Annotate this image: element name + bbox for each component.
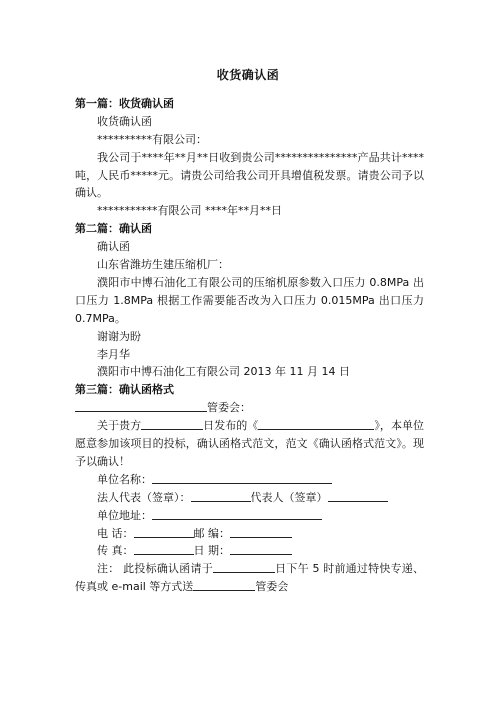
- fax-line: [75, 542, 424, 560]
- address-line: [75, 507, 424, 525]
- part2-addressee: 山东省潍坊生建压缩机厂：: [97, 258, 229, 272]
- agent-blank: [328, 489, 388, 502]
- committee-blank: [75, 399, 207, 412]
- part1-addressee: **********有限公司：: [97, 132, 207, 146]
- note-c: 管委会: [255, 580, 289, 594]
- document-title: 收货确认函: [216, 68, 280, 82]
- agent-label: 代表人（签章）: [250, 490, 328, 504]
- date-blank: [141, 417, 203, 430]
- part3-body: [75, 417, 424, 471]
- phone-label: 电 话：: [97, 526, 134, 540]
- note-date-blank: [213, 560, 275, 573]
- unit-name-line: [75, 471, 424, 489]
- part1-signature: ***********有限公司 ****年**月**日: [97, 204, 282, 218]
- unit-name-blank: [152, 471, 332, 484]
- part1-subtitle: 收货确认函: [97, 114, 152, 128]
- legal-rep-blank: [191, 489, 251, 502]
- document-body: [75, 95, 424, 596]
- unit-name-label: 单位名称：: [97, 472, 152, 486]
- part2-name: 李月华: [97, 347, 130, 361]
- part3-note: [75, 560, 424, 596]
- postcode-blank: [230, 525, 292, 538]
- committee-suffix: 管委会：: [207, 401, 251, 415]
- note-recipient-blank: [193, 578, 255, 591]
- fax-label: 传 真：: [97, 544, 134, 558]
- part3-heading: 第三篇：确认函格式: [75, 383, 174, 397]
- part1-body: 我公司于****年**月**日收到贵公司***************产品共计****吨，人民币*****元。请贵公司给我公司开具增值税发票。请贵公司予以确认。: [75, 150, 424, 200]
- legal-rep-line: [75, 489, 424, 507]
- phone-line: [75, 525, 424, 543]
- part3-committee-line: [75, 399, 424, 417]
- date-label: 日 期：: [193, 544, 230, 558]
- note-a: 注： 此投标确认函请于: [97, 562, 213, 576]
- part3-body-a: 关于贵方: [97, 419, 142, 433]
- address-blank: [152, 507, 322, 520]
- address-label: 单位地址：: [97, 508, 152, 522]
- postcode-label: 邮 编：: [193, 526, 230, 540]
- phone-blank: [134, 525, 194, 538]
- legal-rep-label: 法人代表（签章）：: [97, 490, 191, 504]
- part3-body-c: 》，本单位愿意参加该项目的投标，确认函格式范文，范文《确认函格式范文》。现予以确认！: [75, 419, 425, 468]
- part2-body: 濮阳市中博石油化工有限公司的压缩机原参数入口压力 0.8MPa 出口压力 1.8MPa 根据工作需要能否改为入口压力 0.015MPa 出口压力 0.7MPa。: [75, 275, 424, 325]
- announcement-blank: [258, 417, 374, 430]
- part2-heading: 第二篇：确认函: [75, 222, 152, 236]
- part1-heading: 第一篇：收货确认函: [75, 97, 174, 110]
- fax-blank: [134, 542, 194, 555]
- note-b: 日下午 5 时前通过特快专递、传真或 e-mail 等方式送: [75, 562, 424, 594]
- date-field-blank: [230, 542, 292, 555]
- part2-org-date: 濮阳市中博石油化工有限公司 2013 年 11 月 14 日: [97, 365, 350, 379]
- part2-subtitle: 确认函: [97, 240, 130, 254]
- part3-body-b: 日发布的《: [203, 419, 259, 433]
- part2-thanks: 谢谢为盼: [97, 329, 141, 343]
